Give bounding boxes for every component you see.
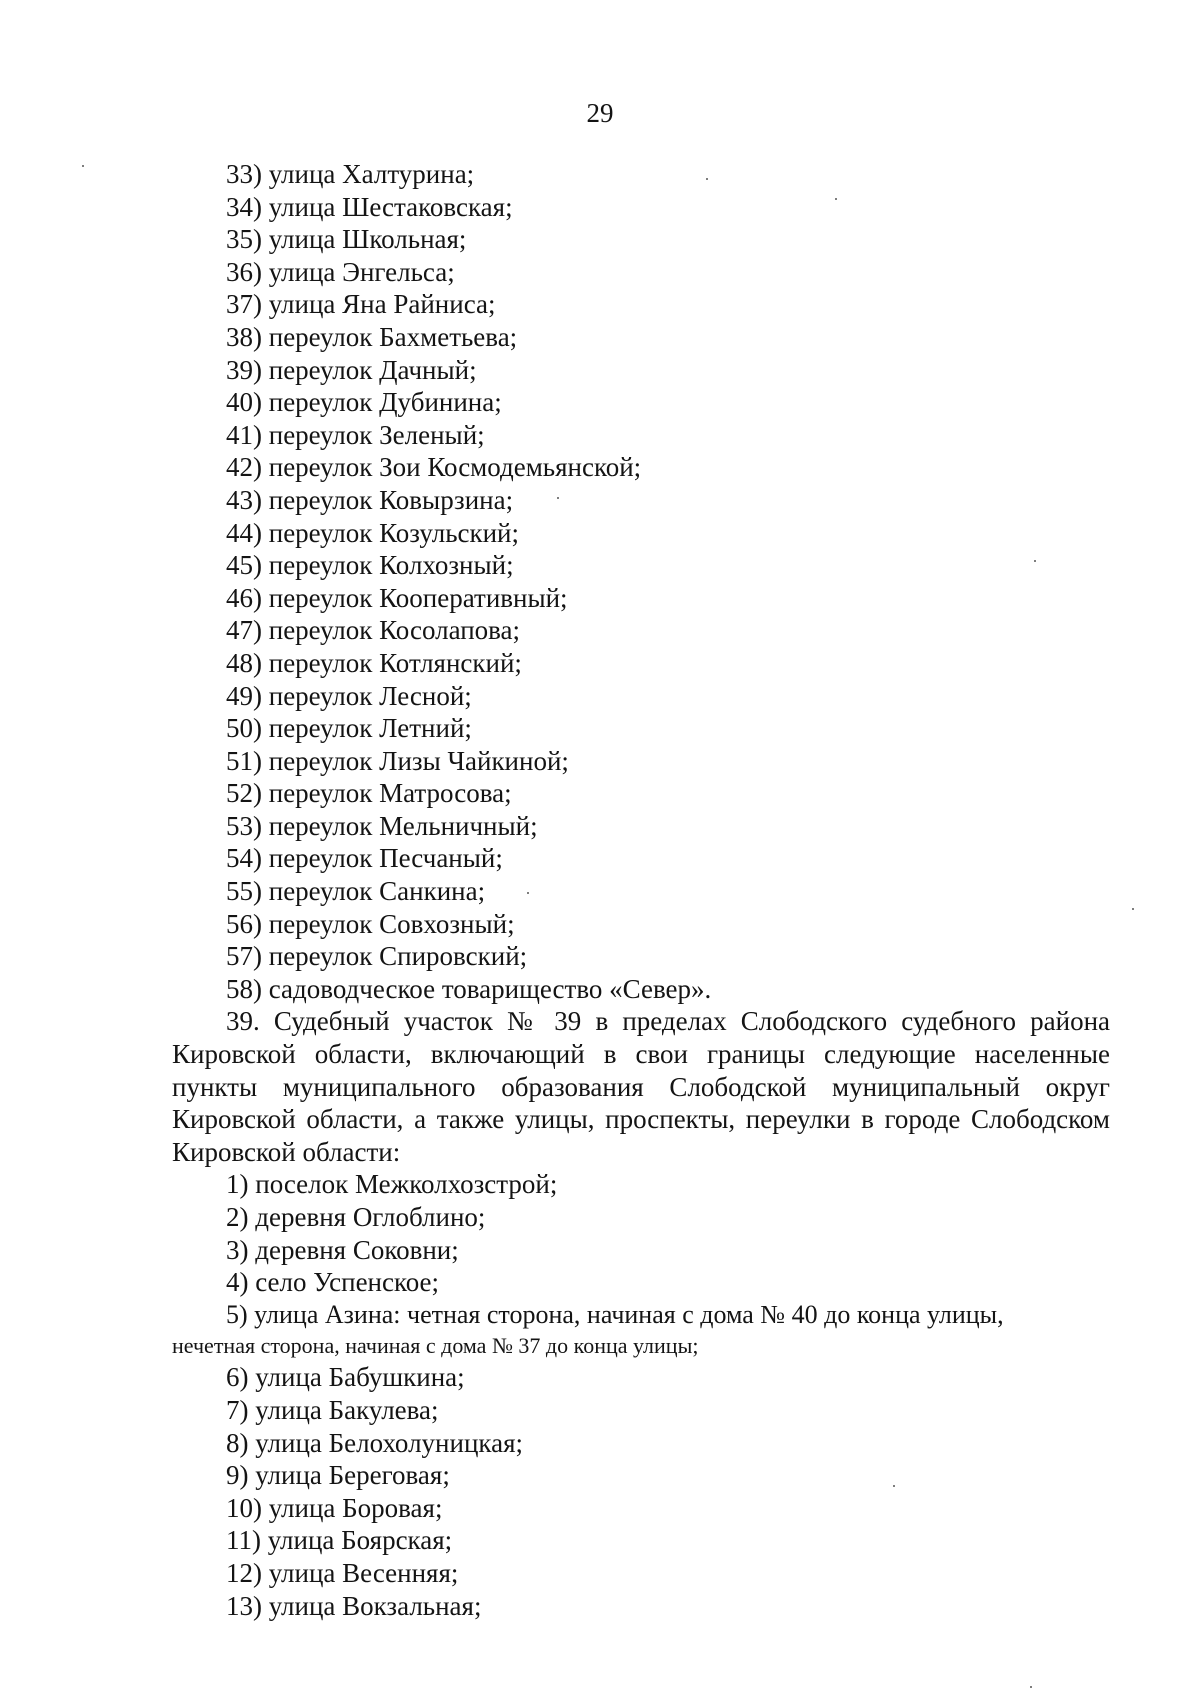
scan-speck: [1034, 560, 1036, 562]
scan-speck: [1132, 908, 1134, 910]
list-item: 1) поселок Межколхозстрой;: [226, 1169, 558, 1200]
list-item: 56) переулок Совхозный;: [226, 908, 515, 939]
list-item: 11) улица Боярская;: [226, 1525, 453, 1556]
list-item: 40) переулок Дубинина;: [226, 387, 502, 418]
list-item: 6) улица Бабушкина;: [226, 1362, 465, 1393]
list-item: 41) переулок Зеленый;: [226, 419, 485, 450]
list-item: 57) переулок Спировский;: [226, 941, 528, 972]
list-item: 36) улица Энгельса;: [226, 256, 455, 287]
scan-speck: [706, 178, 708, 180]
list-item: 54) переулок Песчаный;: [226, 843, 503, 874]
list-item: 50) переулок Летний;: [226, 713, 472, 744]
scan-speck: [82, 165, 84, 167]
scan-speck: [893, 1485, 895, 1487]
document-body: [172, 158, 1110, 1622]
list-item: 43) переулок Ковырзина;: [226, 484, 514, 515]
list-item: 9) улица Береговая;: [226, 1460, 450, 1491]
list-item-azina-line2: нечетная сторона, начиная с дома № 37 до конца улицы;: [172, 1333, 699, 1359]
list-item: 47) переулок Косолапова;: [226, 615, 521, 646]
list-item: 34) улица Шестаковская;: [226, 191, 513, 222]
list-item: 2) деревня Оглоблино;: [226, 1202, 486, 1232]
list-item: 35) улица Школьная;: [226, 224, 467, 255]
list-item: 53) переулок Мельничный;: [226, 810, 538, 841]
list-item: 49) переулок Лесной;: [226, 680, 472, 711]
list-item: 4) село Успенское;: [226, 1267, 440, 1298]
list-item: 12) улица Весенняя;: [226, 1557, 459, 1588]
list-item: 42) переулок Зои Космодемьянской;: [226, 452, 642, 483]
list-item: 45) переулок Колхозный;: [226, 550, 514, 581]
list-item: 7) улица Бакулева;: [226, 1394, 439, 1425]
list-item: 13) улица Вокзальная;: [226, 1590, 482, 1621]
list-item: 55) переулок Санкина;: [226, 876, 486, 907]
list-item: 33) улица Халтурина;: [226, 159, 475, 189]
list-item: 10) улица Боровая;: [226, 1492, 443, 1523]
list-item: 48) переулок Котлянский;: [226, 647, 522, 678]
list-item: 44) переулок Козульский;: [226, 517, 520, 548]
page-number: 29: [586, 98, 614, 128]
scan-speck: [557, 497, 559, 499]
list-item: 46) переулок Кооперативный;: [226, 582, 568, 613]
scan-speck: [527, 892, 529, 894]
section-39-paragraph: 39. Судебный участок № 39 в пределах Слободского судебного района Кировской области, включающий в свои границы следующие населенные пункты муниципального образования Слободской муниципальный округ Кировской области, а также улицы, проспекты, переулки в городе Слободском Кировской области:: [172, 1006, 1110, 1167]
list-item: 39) переулок Дачный;: [226, 354, 477, 385]
list-item: 8) улица Белохолуницкая;: [226, 1427, 523, 1458]
list-item: 3) деревня Соковни;: [226, 1234, 459, 1265]
list-item-azina-line1: 5) улица Азина: четная сторона, начиная с дома № 40 до конца улицы,: [226, 1299, 1004, 1329]
list-item-azina: [172, 1299, 1110, 1362]
list-item: 51) переулок Лизы Чайкиной;: [226, 745, 569, 776]
list-item: 58) садоводческое товарищество «Север».: [226, 973, 712, 1004]
list-item: 38) переулок Бахметьева;: [226, 321, 518, 352]
list-item: 52) переулок Матросова;: [226, 778, 512, 809]
scan-speck: [835, 198, 837, 200]
list-item: 37) улица Яна Райниса;: [226, 289, 496, 320]
scan-speck: [1030, 1686, 1032, 1688]
